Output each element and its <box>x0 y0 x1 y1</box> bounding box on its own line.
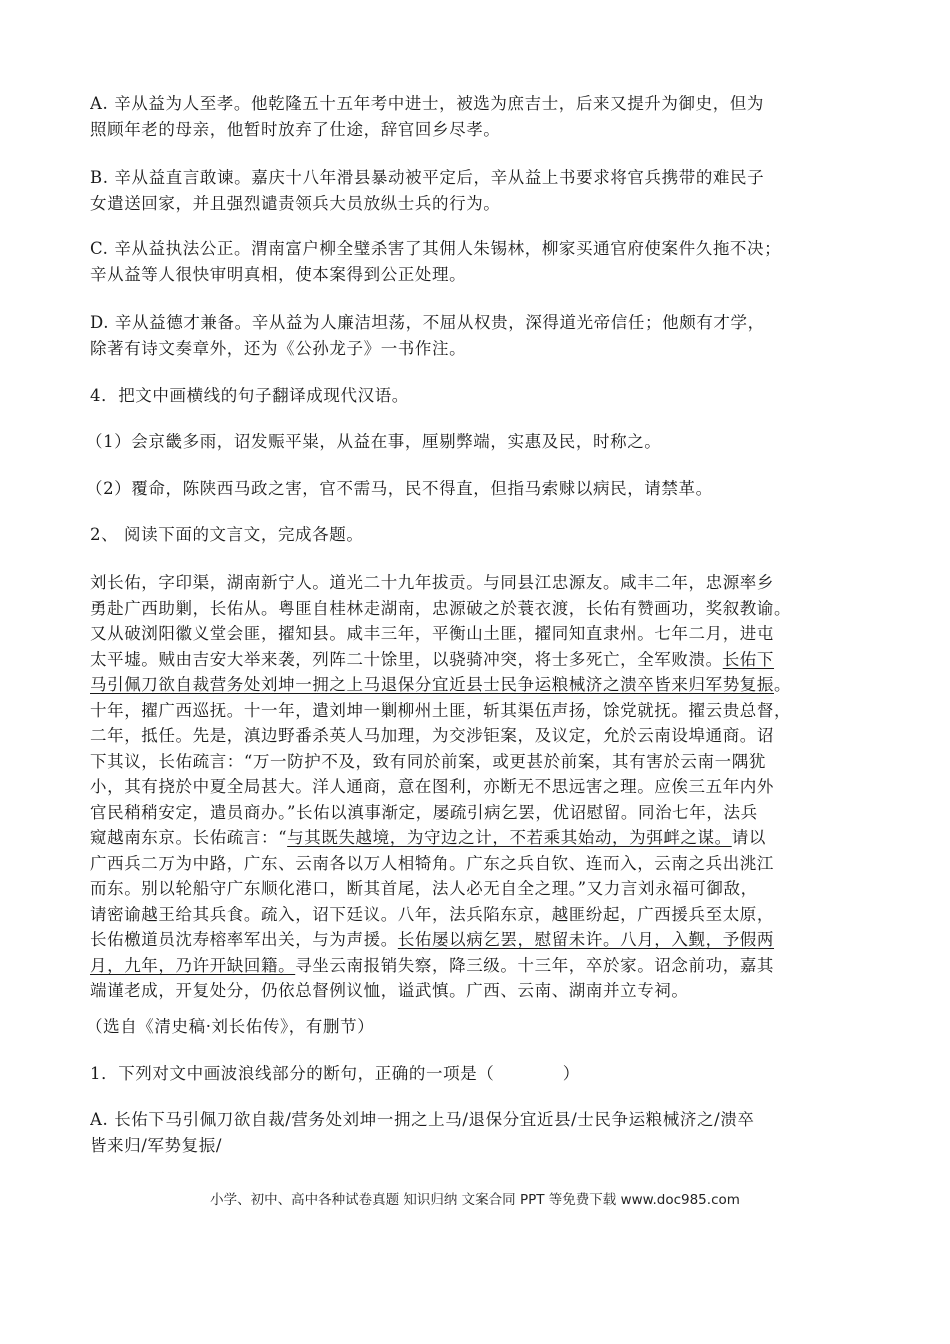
choice-c <box>90 236 870 287</box>
choice-c-line-2: 辛从益等人很快审明真相，使本案得到公正处理。 <box>90 264 467 284</box>
passage-text: 寻坐云南报销失察，降三级。十三年，卒於家。诏念前功，嘉其 <box>295 955 775 975</box>
passage-line: 端谨老成，开复处分，仍依总督例议恤，谥武慎。广西、云南、湖南并立专祠。 <box>90 981 689 1000</box>
choice-a-line-2: 照顾年老的母亲，他暂时放弃了仕途，辞官回乡尽孝。 <box>90 119 501 139</box>
source-note <box>86 1014 866 1040</box>
passage-line <box>90 647 870 673</box>
passage-line: 十年，擢广西巡抚。十一年，遣刘坤一剿柳州土匪，斩其渠伍声扬，馀党就抚。擢云贵总督， <box>90 700 792 720</box>
passage-line: 下其议，长佑疏言：“万一防护不及，致有同於前案，或更甚於前案，其有害於云南一隅犹 <box>90 751 766 771</box>
footer-banner: 小学、初中、高中各种试卷真题 知识归纳 文案合同 PPT 等免费下载 www.doc985.com <box>210 1192 740 1208</box>
passage-text: 长佑檄道员沈寿榕率军出关，与为声援。 <box>90 930 398 949</box>
passage-line: 勇赴广西助剿，长佑从。粤匪自桂林走湖南，忠源破之於蓑衣渡，长佑有赞画功，奖叙教谕。 <box>90 598 792 618</box>
passage-line: 广西兵二万为中路，广东、云南各以万人相犄角。广东之兵自钦、连而入，云南之兵出洮江 <box>90 853 774 873</box>
underlined-sentence: 与其既失越境，为守边之计，不若乘其始动，为弭衅之谋。 <box>287 828 732 847</box>
passage-line: 官民稍稍安定，遣员商办。”长佑以滇事渐定，屡疏引病乞罢，优诏慰留。同治七年，法兵 <box>90 802 758 822</box>
sentence-2-text: （2）覆命，陈陕西马政之害，官不需马，民不得直，但指马索赇以病民，请禁革。 <box>86 479 713 498</box>
passage-text: 请以 <box>731 828 766 847</box>
choice-a-line-1: A. 辛从益为人至孝。他乾隆五十五年考中进士，被选为庶吉士，后来又提升为御史，但为 <box>90 94 765 113</box>
passage-line <box>90 927 870 953</box>
question-4-text: 4．把文中画横线的句子翻译成现代汉语。 <box>90 386 409 405</box>
underlined-sentence: 长佑屡以病乞罢，慰留未许。八月，入觐，予假两 <box>397 930 775 949</box>
passage-line: 刘长佑，字印渠，湖南新宁人。道光二十九年拔贡。与同县江忠源友。咸丰二年，忠源率乡 <box>90 573 774 592</box>
passage-line <box>90 953 870 979</box>
choice-d <box>90 310 870 361</box>
passage-line <box>90 825 870 851</box>
wavy-underlined-text: 马引佩刀欲自裁营务处刘坤一拥之上马退保分宜近县士民争运粮械济之溃卒皆来归军势复振 <box>90 675 774 694</box>
question-1-text: 1．下列对文中画波浪线部分的断句，正确的一项是（ ） <box>90 1064 580 1083</box>
choice-b-line-1: B. 辛从益直言敢谏。嘉庆十八年滑县暴动被平定后，辛从益上书要求将官兵携带的难民子 <box>90 168 765 187</box>
question-4-sentence-1 <box>86 429 866 455</box>
question-1-option-a <box>90 1107 870 1158</box>
choice-d-line-2: 除著有诗文奏章外，还为《公孙龙子》一书作注。 <box>90 338 467 358</box>
classical-passage <box>90 570 870 1004</box>
question-4-prompt <box>90 383 870 409</box>
section-2-heading <box>90 522 870 548</box>
question-4-sentence-2 <box>86 476 866 502</box>
passage-line: 又从破浏阳徽义堂会匪，擢知县。咸丰三年，平衡山土匪，擢同知直隶州。七年二月，进屯 <box>90 624 774 643</box>
choice-c-line-1: C. 辛从益执法公正。渭南富户柳全璧杀害了其佣人朱锡林，柳家买通官府使案件久拖不决； <box>90 239 782 258</box>
passage-text: 窥越南东京。长佑疏言：“ <box>90 828 288 847</box>
sentence-1-text: （1）会京畿多雨，诏发赈平粜，从益在事，厘剔弊端，实惠及民，时称之。 <box>86 432 662 451</box>
passage-line <box>90 672 870 698</box>
passage-line: 请密谕越王给其兵食。疏入，诏下廷议。八年，法兵陷东京，越匪纷起，广西援兵至太原， <box>90 904 774 924</box>
wavy-underlined-text: 长佑下 <box>722 649 775 669</box>
underlined-sentence: 月，九年，乃许开缺回籍。 <box>90 955 296 975</box>
passage-line: 二年，抵任。先是，滇边野番杀英人马加理，为交涉钜案，及议定，允於云南设埠通商。诏 <box>90 726 774 745</box>
option-a-line-1: A. 长佑下马引佩刀欲自裁/营务处刘坤一拥之上马/退保分宜近县/士民争运粮械济之/溃卒 <box>90 1110 755 1129</box>
section-2-heading-text: 2、 阅读下面的文言文，完成各题。 <box>90 525 364 544</box>
question-1-prompt <box>90 1061 870 1087</box>
passage-line: 而东。别以轮船守广东顺化港口，断其首尾，法人必无自全之理。”又力言刘永福可御敌， <box>90 879 758 898</box>
choice-b-line-2: 女遣送回家，并且强烈谴责领兵大员放纵士兵的行为。 <box>90 193 501 213</box>
passage-text: 太平墟。贼由吉安大举来袭，列阵二十馀里，以骁骑冲突，将士多死亡，全军败溃。 <box>90 649 723 669</box>
choice-d-line-1: D. 辛从益德才兼备。辛从益为人廉洁坦荡，不屈从权贵，深得道光帝信任；他颇有才学， <box>90 313 765 332</box>
source-note-text: （选自《清史稿·刘长佑传》，有删节） <box>86 1017 375 1036</box>
choice-a <box>90 91 870 142</box>
choice-b <box>90 165 870 216</box>
passage-text: 。 <box>774 675 792 694</box>
passage-line: 小，其有挠於中夏全局甚大。洋人通商，意在图利，亦断无不思远害之理。应俟三五年内外 <box>90 777 774 796</box>
option-a-line-2: 皆来归/军势复振/ <box>90 1135 223 1155</box>
